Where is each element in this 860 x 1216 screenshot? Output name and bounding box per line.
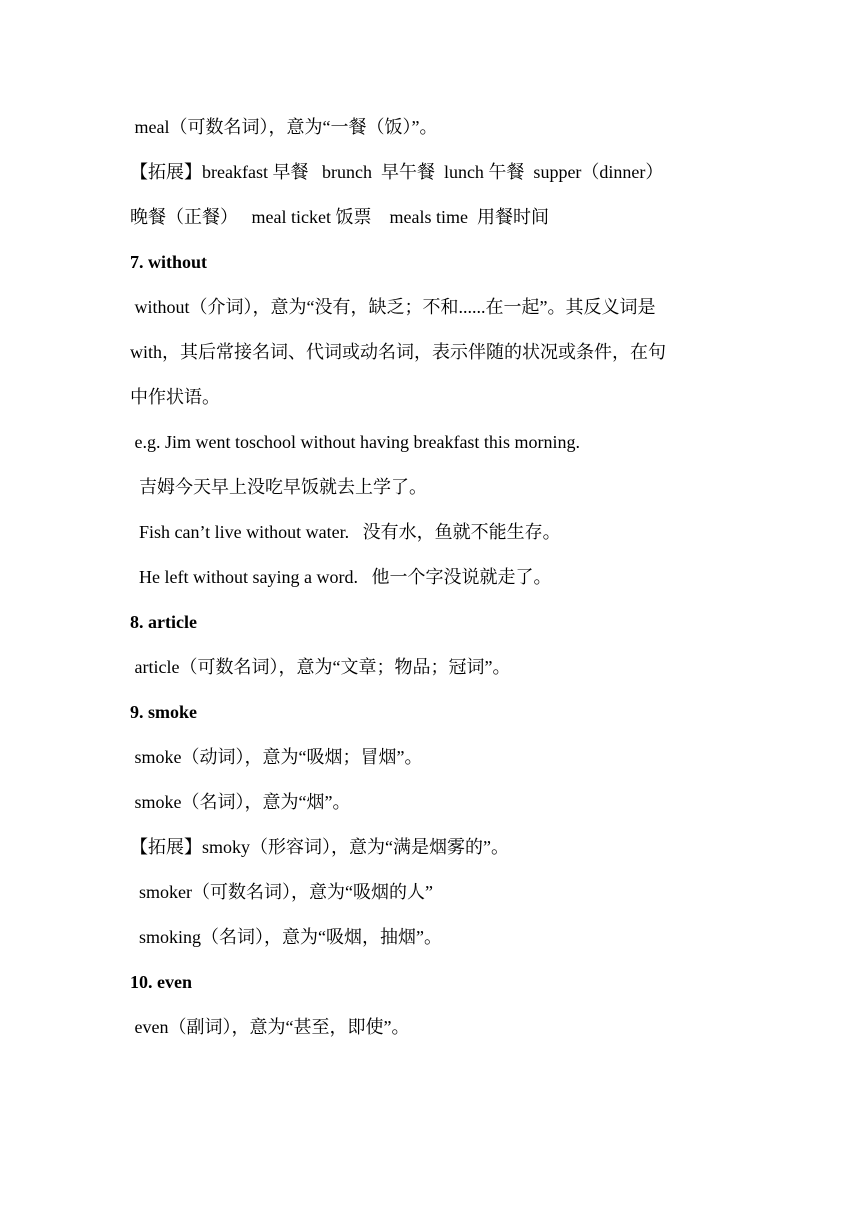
heading-smoke: 9. smoke <box>130 702 197 722</box>
heading-without: 7. without <box>130 252 208 272</box>
without-definition-end: 中作状语。 <box>130 387 220 407</box>
without-example-1: e.g. Jim went toschool without having breakfast this morning. <box>130 432 580 452</box>
without-definition-continued: with，其后常接名词、代词或动名词，表示伴随的状况或条件，在句 <box>130 342 666 362</box>
without-example-3: He left without saying a word. 他一个字没说就走了。 <box>130 567 552 587</box>
smoking-definition: smoking（名词），意为“吸烟，抽烟”。 <box>130 927 442 947</box>
heading-article: 8. article <box>130 612 197 632</box>
smoke-extension: 【拓展】smoky（形容词），意为“满是烟雾的”。 <box>130 837 509 857</box>
meal-extension-continued: 晚餐（正餐） meal ticket 饭票 meals time 用餐时间 <box>130 207 549 227</box>
without-example-1-translation: 吉姆今天早上没吃早饭就去上学了。 <box>130 477 427 497</box>
smoke-noun-definition: smoke（名词），意为“烟”。 <box>130 792 351 812</box>
meal-definition: meal（可数名词），意为“一餐（饭）”。 <box>130 117 438 137</box>
meal-extension: 【拓展】breakfast 早餐 brunch 早午餐 lunch 午餐 supper（dinner） <box>130 162 664 182</box>
smoker-definition: smoker（可数名词），意为“吸烟的人” <box>130 882 433 902</box>
even-definition: even（副词），意为“甚至，即使”。 <box>130 1017 410 1037</box>
without-definition: without（介词），意为“没有，缺乏；不和......在一起”。其反义词是 <box>130 297 656 317</box>
without-example-2: Fish can’t live without water. 没有水，鱼就不能生存。 <box>130 522 561 542</box>
article-definition: article（可数名词），意为“文章；物品；冠词”。 <box>130 657 511 677</box>
heading-even: 10. even <box>130 972 192 992</box>
smoke-verb-definition: smoke（动词），意为“吸烟；冒烟”。 <box>130 747 423 767</box>
